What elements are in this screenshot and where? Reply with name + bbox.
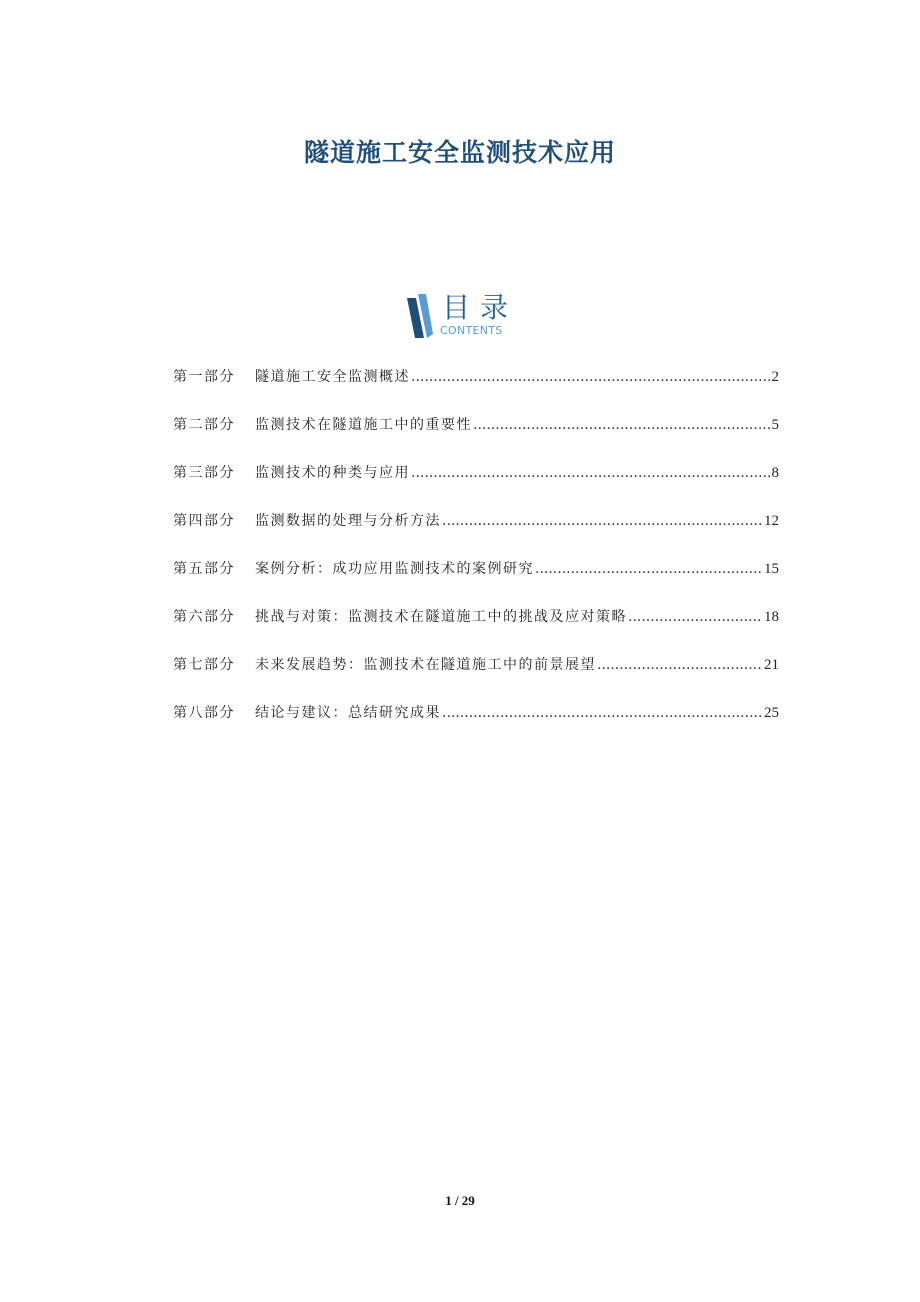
document-title: 隧道施工安全监测技术应用 <box>303 137 616 167</box>
toc-entry-6[interactable] <box>173 606 779 654</box>
toc-part-label: 第三部分 <box>173 465 235 481</box>
toc-dot-leader <box>597 657 763 673</box>
toc-title: 目录 <box>442 291 519 324</box>
toc-part-label: 第五部分 <box>173 561 235 577</box>
toc-entry-3[interactable] <box>173 462 779 510</box>
toc-entry-title: 监测技术的种类与应用 <box>255 465 410 481</box>
toc-page-number: 18 <box>764 609 779 625</box>
toc-page-number: 15 <box>764 561 779 577</box>
toc-entry-title: 监测数据的处理与分析方法 <box>255 513 441 529</box>
toc-entry-7[interactable] <box>173 654 779 702</box>
toc-entry-8[interactable] <box>173 702 779 750</box>
toc-page-number: 8 <box>771 465 779 481</box>
toc-list <box>173 366 779 750</box>
toc-subtitle: CONTENTS <box>440 324 503 337</box>
toc-dot-leader <box>628 609 763 625</box>
toc-part-label: 第六部分 <box>173 609 235 625</box>
toc-page-number: 2 <box>771 369 779 385</box>
toc-part-label: 第一部分 <box>173 369 235 385</box>
page-indicator: 1 / 29 <box>445 1193 475 1208</box>
toc-dot-leader <box>442 513 763 529</box>
toc-page-number: 21 <box>764 657 779 673</box>
toc-dot-leader <box>535 561 763 577</box>
toc-dot-leader <box>473 417 771 433</box>
toc-entry-2[interactable] <box>173 414 779 462</box>
toc-page-number: 12 <box>764 513 779 529</box>
toc-entry-title: 隧道施工安全监测概述 <box>255 369 410 385</box>
toc-page-number: 5 <box>771 417 779 433</box>
toc-part-label: 第二部分 <box>173 417 235 433</box>
toc-entry-4[interactable] <box>173 510 779 558</box>
toc-dot-leader <box>411 369 771 385</box>
toc-logo-icon <box>407 294 433 338</box>
toc-entry-title: 监测技术在隧道施工中的重要性 <box>255 417 472 433</box>
toc-dot-leader <box>442 705 763 721</box>
toc-entry-title: 结论与建议：总结研究成果 <box>255 705 441 721</box>
toc-dot-leader <box>411 465 771 481</box>
toc-header <box>407 292 527 338</box>
toc-entry-1[interactable] <box>173 366 779 414</box>
toc-entry-5[interactable] <box>173 558 779 606</box>
toc-part-label: 第七部分 <box>173 657 235 673</box>
toc-part-label: 第四部分 <box>173 513 235 529</box>
toc-entry-title: 挑战与对策：监测技术在隧道施工中的挑战及应对策略 <box>255 609 627 625</box>
toc-entry-title: 未来发展趋势：监测技术在隧道施工中的前景展望 <box>255 657 596 673</box>
toc-part-label: 第八部分 <box>173 705 235 721</box>
toc-entry-title: 案例分析：成功应用监测技术的案例研究 <box>255 561 534 577</box>
toc-page-number: 25 <box>764 705 779 721</box>
